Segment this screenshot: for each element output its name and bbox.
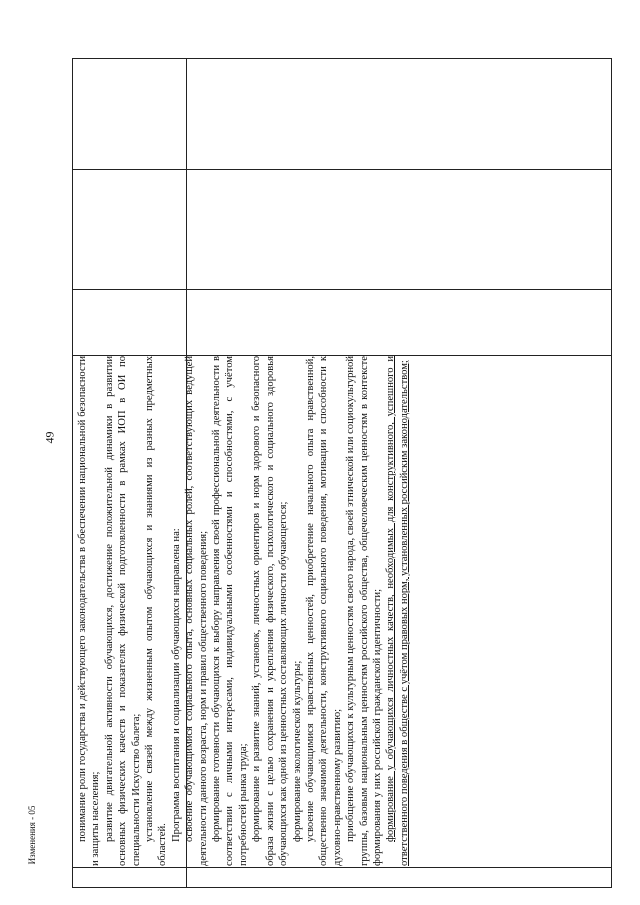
rotated-table-wrapper [72, 58, 612, 888]
paragraph: развитие двигательной активности обучающихся, достижение положительной динамики в развитии основных физических качеств и показателях физической подготовленности в рамках ИОП в ОИ по специальности Искусство балета; [103, 356, 142, 866]
paragraph: установление связей между жизненным опытом обучающихся и знаниями из разных предметных областей. [144, 356, 169, 866]
rotated-table [72, 58, 612, 888]
paragraph: Программа воспитания и социализации обучающихся направлена на: [170, 528, 182, 842]
paragraph: формирование у обучающихся личностных качеств, необходимых для конструктивного, успешного и ответственного поведения в обществе с учётом правовых норм, установленных российским законодательством; [385, 356, 410, 866]
paragraph: формирование и развитие знаний, установок, личностных ориентиров и норм здорового и безопасного образа жизни с целью сохранения и укрепления физического, психологического и социального здоровья обучающихся как одной из ценностных составляющих личности обучающегося; [251, 356, 290, 866]
paragraph: формирование экологической культуры; [291, 660, 303, 842]
row-divider [72, 289, 612, 290]
paragraph: усвоение обучающимися нравственных ценностей, приобретение начального опыта нравственной, общественно значимой деятельности, конструктивного социального поведения, мотивации и способности к духовно-нравственному развитию; [304, 356, 343, 866]
main-cell-text [76, 356, 411, 866]
row-divider [72, 867, 612, 868]
paragraph: приобщение обучающихся к культурным ценностям своего народа, своей этнической или социокультурной группы, базовым национальным ценностям российского общества, общечеловеческим ценностям в контексте формирования у них российской гражданской идентичности; [345, 356, 383, 866]
footer-revision-note: Изменения - 05 [27, 805, 37, 865]
paragraph: освоение обучающимися социального опыта, основных социальных ролей, соответствующих ведущей деятельности данного возраста, норм и правил общественного поведения; [184, 356, 209, 866]
paragraph: понимание роли государства и действующего законодательства в обеспечении национальной безопасности и защиты населения; [77, 356, 102, 866]
page-number: 49 [42, 431, 57, 444]
paragraph: формирование готовности обучающихся к выбору направления своей профессиональной деятельности в соответствии с личными интересами, индивидуальными особенностями и способностями, с учётом потребностей рынка труда; [211, 356, 249, 866]
row-divider [72, 169, 612, 170]
